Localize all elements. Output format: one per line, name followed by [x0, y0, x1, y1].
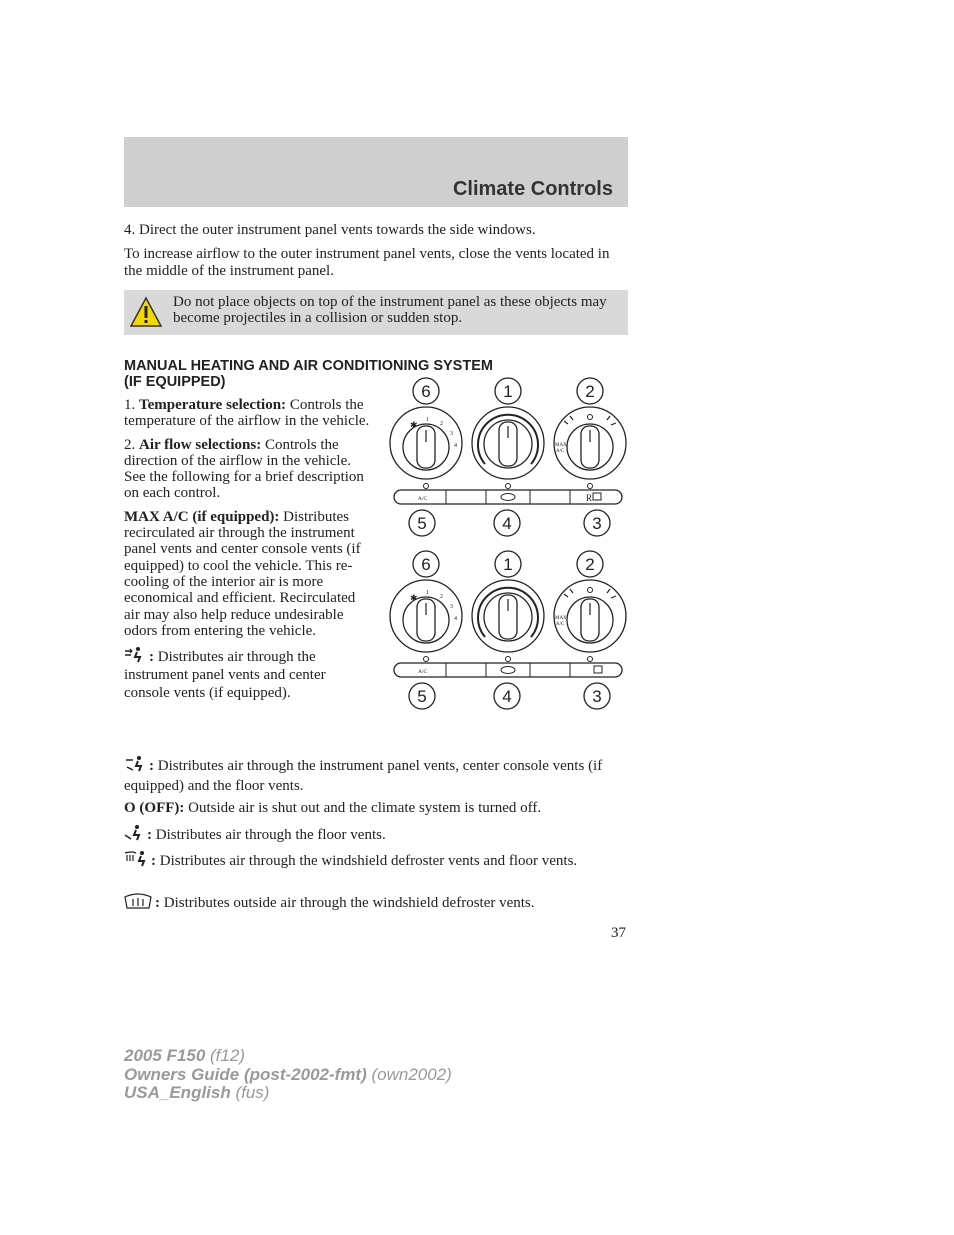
airflow-mode-knob[interactable]: [554, 407, 626, 479]
svg-text:MAX: MAX: [555, 616, 567, 621]
callout-3-top: [584, 510, 610, 536]
svg-text:3: 3: [592, 687, 602, 706]
paragraph-increase-airflow: To increase airflow to the outer instrument panel vents, close the vents located in the middle of the instrument panel.: [124, 246, 610, 279]
callout-6-top: [413, 378, 439, 404]
airflow-mode-knob-lower[interactable]: [554, 580, 626, 652]
warning-box: [124, 290, 628, 335]
svg-text:1: 1: [503, 555, 513, 574]
callout-1-bottom: [495, 551, 521, 577]
item-airflow: 2. Air flow selections: Controls the direction of the airflow in the vehicle. See the following for a brief description on each control.: [124, 436, 364, 502]
callout-4-top: [494, 510, 520, 536]
svg-text:4: 4: [502, 514, 512, 533]
defrost-floor-icon: [124, 850, 148, 868]
svg-text:2: 2: [585, 382, 595, 401]
svg-text:4: 4: [454, 443, 457, 449]
page-number: 37: [611, 925, 626, 941]
item-floor: : Distributes air through the floor vents.: [124, 824, 624, 844]
panel-vent-icon: [124, 646, 146, 664]
svg-text:1: 1: [426, 417, 429, 423]
temperature-knob[interactable]: [472, 407, 544, 479]
fan-speed-knob[interactable]: [390, 407, 462, 479]
svg-text:A/C: A/C: [556, 449, 565, 454]
svg-text:A/C: A/C: [556, 622, 565, 627]
svg-text:2: 2: [440, 421, 443, 427]
floor-vent-icon: [124, 824, 144, 842]
upper-control-panel: [390, 378, 626, 536]
paragraph-direct-vents: 4. Direct the outer instrument panel vents towards the side windows.: [124, 222, 536, 238]
footer-line-3: USA_English (fus): [124, 1083, 270, 1102]
svg-text:✱: ✱: [410, 420, 418, 430]
callout-5-top: [409, 510, 435, 536]
svg-text:3: 3: [592, 514, 602, 533]
item-panel: : Distributes air through the instrument panel vents and center console vents (if equipped).: [124, 646, 369, 702]
svg-text:2: 2: [440, 594, 443, 600]
button-strip-upper: [394, 484, 622, 505]
svg-text:1: 1: [426, 590, 429, 596]
svg-text:1: 1: [503, 382, 513, 401]
svg-text:5: 5: [417, 514, 427, 533]
item-defrost-floor: : Distributes air through the windshield defroster vents and floor vents.: [124, 850, 624, 870]
document-footer: [124, 1047, 452, 1103]
callout-5-bottom: [409, 683, 435, 709]
svg-text:4: 4: [454, 616, 457, 622]
svg-text:5: 5: [417, 687, 427, 706]
off-label: O (OFF):: [124, 800, 185, 816]
defrost-icon: [124, 892, 152, 910]
text-column: [124, 397, 374, 702]
svg-text:6: 6: [421, 555, 431, 574]
footer-line-1: 2005 F150 (f12): [124, 1046, 245, 1065]
callout-6-bottom: [413, 551, 439, 577]
item-defrost: : Distributes outside air through the windshield defroster vents.: [124, 892, 624, 912]
max-ac-label: MAX A/C (if equipped):: [124, 508, 280, 525]
svg-text:A/C: A/C: [418, 496, 428, 502]
callout-2-top: [577, 378, 603, 404]
warning-triangle-icon: [129, 295, 163, 329]
panel-floor-vent-icon: [124, 755, 146, 773]
svg-text:3: 3: [450, 604, 453, 610]
svg-text:2: 2: [585, 555, 595, 574]
airflow-label: Air flow selections:: [139, 436, 262, 453]
climate-control-diagram: [384, 376, 630, 716]
svg-text:✱: ✱: [410, 593, 418, 603]
svg-text:MAX: MAX: [555, 443, 567, 448]
warning-text: Do not place objects on top of the instrument panel as these objects may become projectiles in a collision or sudden stop.: [173, 294, 607, 326]
section-header: [124, 137, 628, 207]
section-title-line2: (IF EQUIPPED): [124, 374, 226, 390]
section-title-line1: MANUAL HEATING AND AIR CONDITIONING SYSTEM: [124, 358, 493, 374]
fan-speed-knob-lower[interactable]: [390, 580, 462, 652]
callout-2-bottom: [577, 551, 603, 577]
svg-text:4: 4: [502, 687, 512, 706]
svg-text:6: 6: [421, 382, 431, 401]
item-temperature: 1. Temperature selection: Controls the temperature of the airflow in the vehicle.: [124, 397, 370, 430]
callout-4-bottom: [494, 683, 520, 709]
page-title: Climate Controls: [452, 178, 613, 200]
callout-1-top: [495, 378, 521, 404]
svg-text:R: R: [586, 493, 593, 503]
footer-line-2: Owners Guide (post-2002-fmt) (own2002): [124, 1064, 452, 1084]
lower-control-panel: [390, 551, 626, 709]
item-panel-floor: : Distributes air through the instrument panel vents, center console vents (if equipped) and the floor vents.: [124, 755, 624, 796]
item-max-ac: MAX A/C (if equipped): Distributes recirculated air through the instrument panel vents and center console vents (if equipped) to cool the vehicle. This re-cooling of the interior air is more economical and efficient. Recirculated air may also help reduce undesirable odors from entering the vehicle.: [124, 508, 361, 639]
temperature-label: Temperature selection:: [139, 397, 287, 413]
svg-text:3: 3: [450, 431, 453, 437]
button-strip-lower: [394, 657, 622, 678]
item-off: O (OFF): Outside air is shut out and the climate system is turned off.: [124, 800, 542, 816]
svg-text:A/C: A/C: [418, 669, 428, 675]
temperature-knob-lower[interactable]: [472, 580, 544, 652]
callout-3-bottom: [584, 683, 610, 709]
